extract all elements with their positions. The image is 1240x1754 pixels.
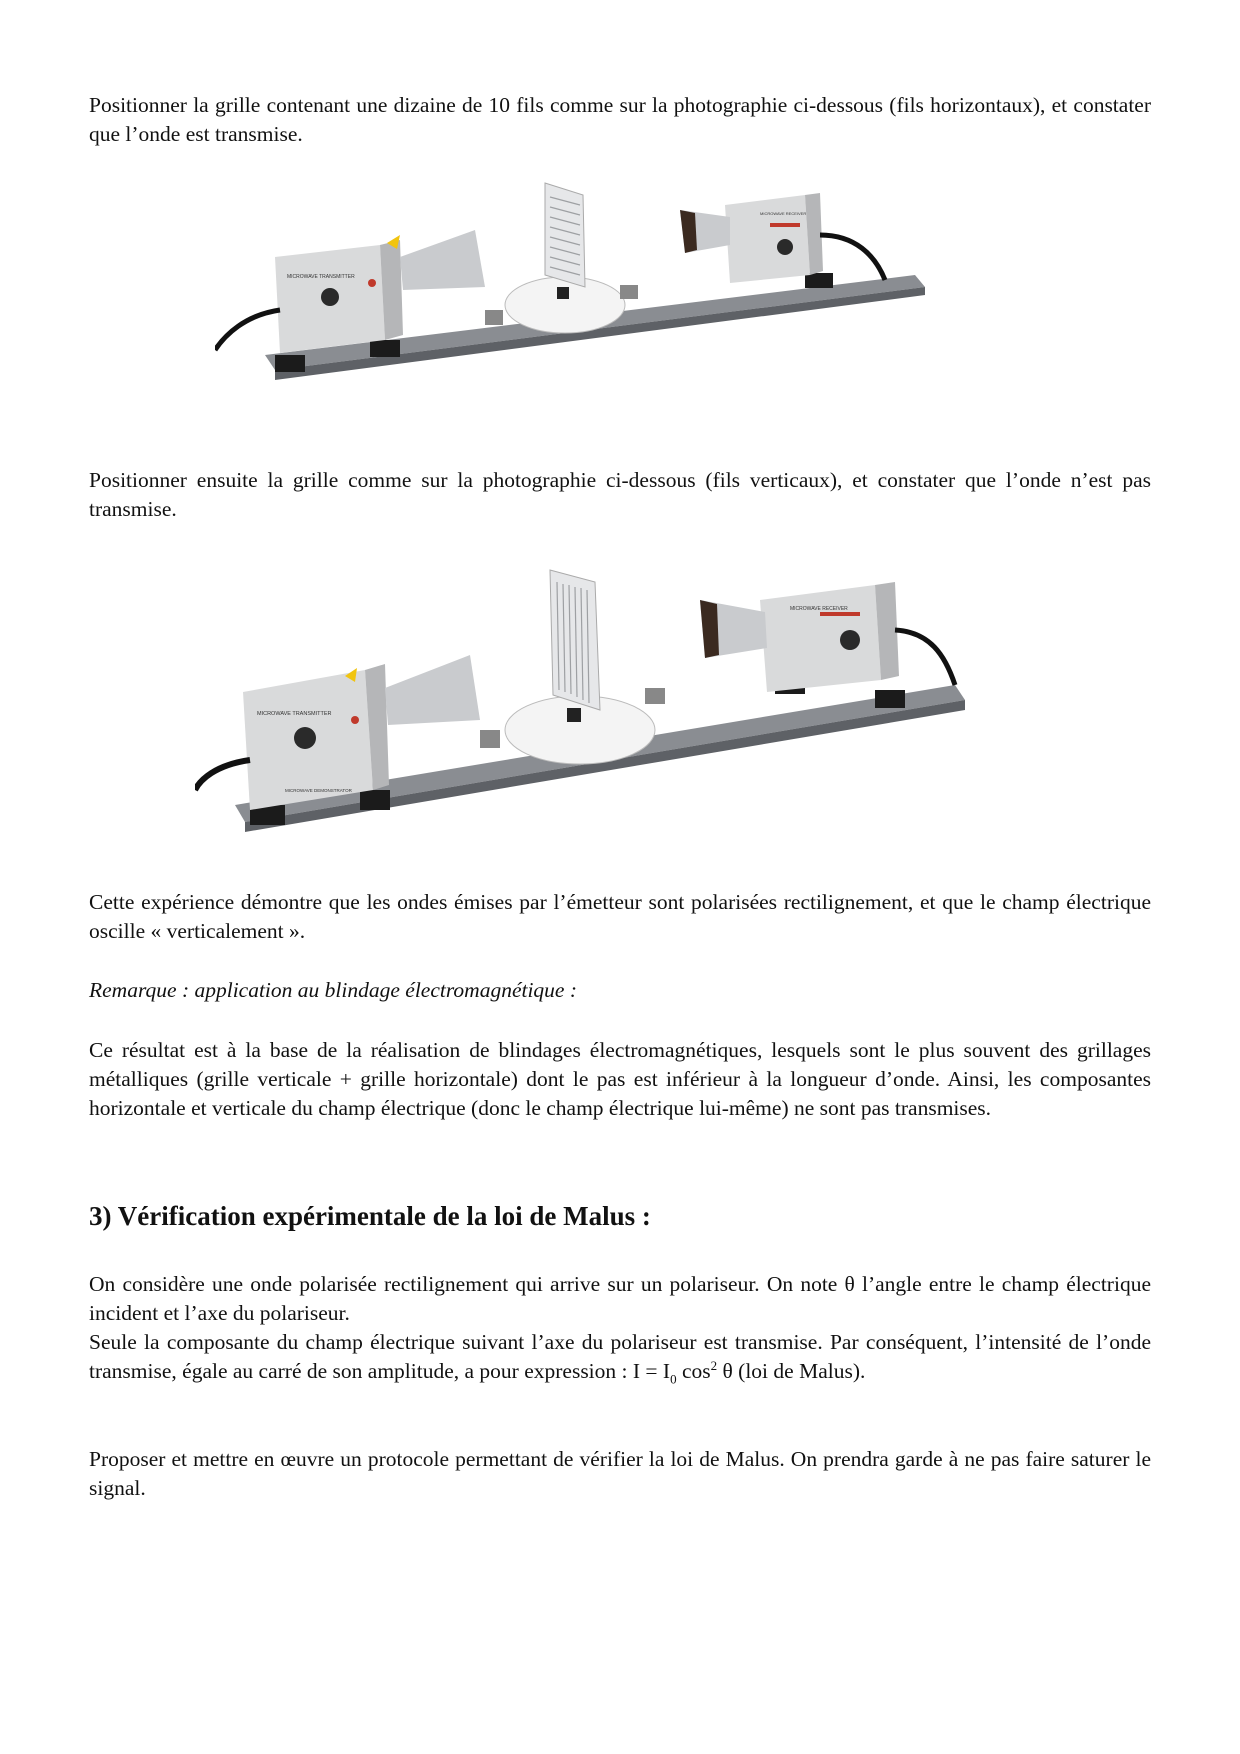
demonstrator-label: MICROWAVE DEMONSTRATOR — [285, 788, 352, 793]
section-title: 3) Vérification expérimentale de la loi de Malus : — [89, 1201, 651, 1231]
photo-horizontal-grid-setup — [215, 175, 1015, 425]
paragraph-polarizer: On considère une onde polarisée rectilignement qui arrive sur un polariseur. On note θ l’angle entre le champ électrique incident et l’axe du polariseur. — [89, 1272, 1151, 1325]
paragraph-protocol: Proposer et mettre en œuvre un protocole permettant de vérifier la loi de Malus. On prendra garde à ne pas faire saturer le signal. — [89, 1447, 1151, 1500]
remark-heading: Remarque : application au blindage électromagnétique : — [89, 978, 578, 1002]
paragraph-malus-law — [89, 1328, 1151, 1386]
photo-vertical-grid-setup — [195, 560, 1055, 840]
malus-subscript: 0 — [670, 1371, 677, 1387]
malus-text-b: cos — [676, 1359, 711, 1383]
paragraph-conclusion: Cette expérience démontre que les ondes émises par l’émetteur sont polarisées rectilignement, et que le champ électrique oscille « verticalement ». — [89, 890, 1151, 943]
malus-text-a: Seule la composante du champ électrique suivant l’axe du polariseur est transmise. Par conséquent, l’intensité de l’onde transmise, égale au carré de son amplitude, a pour expression : I = I — [89, 1330, 1151, 1383]
malus-text-c: θ (loi de Malus). — [717, 1359, 866, 1383]
receiver-label-2: MICROWAVE RECEIVER — [790, 606, 848, 612]
transmitter-label-2: MICROWAVE TRANSMITTER — [257, 711, 332, 717]
paragraph-shielding: Ce résultat est à la base de la réalisation de blindages électromagnétiques, lesquels sont le plus souvent des grillages métalliques (grille verticale + grille horizontale) dont le pas est inférieur à la longueur d’onde. Ainsi, les composantes horizontale et verticale du champ électrique (donc le champ électrique lui-même) ne sont pas transmises. — [89, 1038, 1151, 1120]
transmitter-label: MICROWAVE TRANSMITTER — [287, 274, 355, 280]
receiver-label: MICROWAVE RECEIVER — [760, 211, 807, 216]
paragraph-vertical-grid: Positionner ensuite la grille comme sur la photographie ci-dessous (fils verticaux), et constater que l’onde n’est pas transmise. — [89, 468, 1151, 521]
paragraph-horizontal-grid: Positionner la grille contenant une dizaine de 10 fils comme sur la photographie ci-dessous (fils horizontaux), et constater que l’onde est transmise. — [89, 93, 1151, 146]
malus-superscript: 2 — [710, 1357, 718, 1373]
